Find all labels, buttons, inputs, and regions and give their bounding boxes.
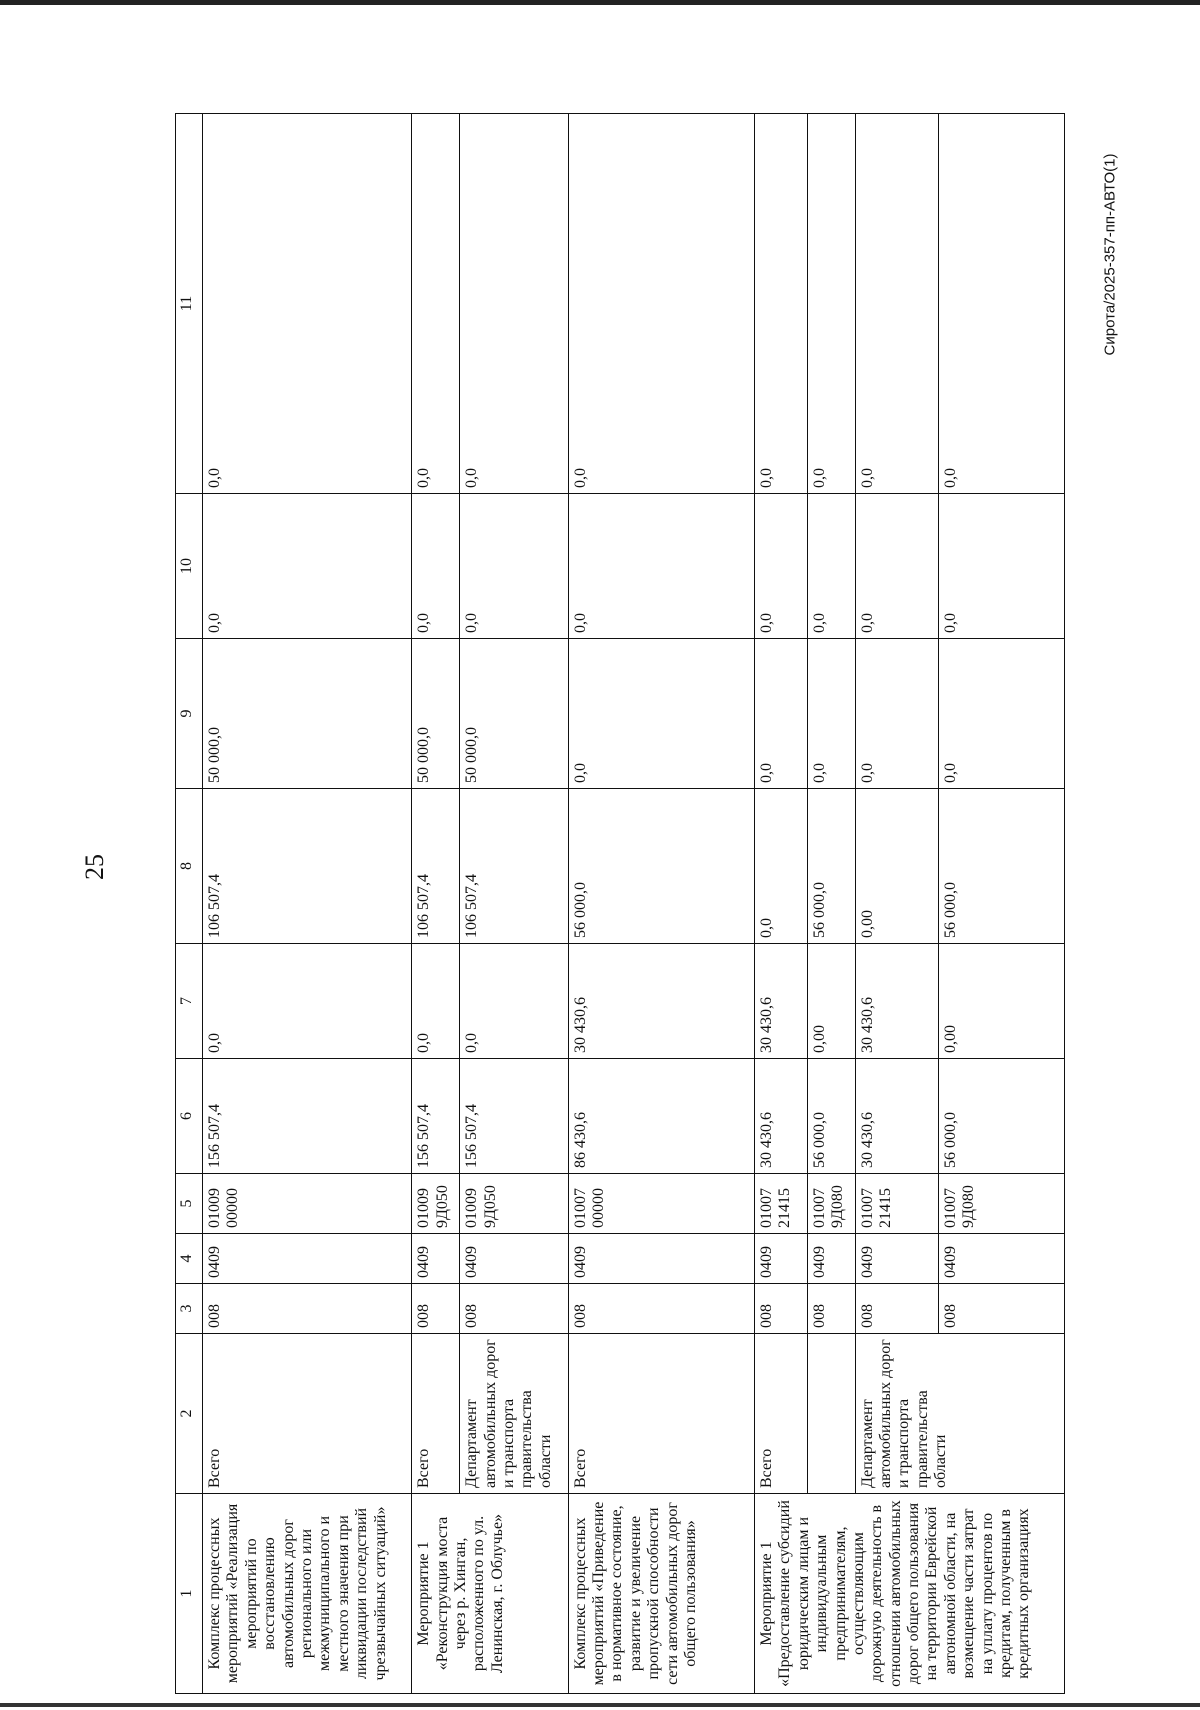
activity-name-cell: Мероприятие 1 «Реконструкция моста через р. Хинган, расположенного по ул. Ленинская, г. Облучье» bbox=[412, 1494, 568, 1694]
amount-cell: 30 430,6 bbox=[855, 944, 938, 1059]
section-code-cell: 0409 bbox=[807, 1234, 855, 1284]
amount-cell: 86 430,6 bbox=[568, 1059, 754, 1174]
section-code-cell: 0409 bbox=[938, 1234, 1064, 1284]
table-row bbox=[412, 114, 460, 1694]
amount-cell: 106 507,4 bbox=[203, 789, 412, 944]
amount-cell: 0,0 bbox=[754, 639, 807, 789]
header-cell: 3 bbox=[176, 1284, 203, 1334]
amount-cell: 0,0 bbox=[754, 114, 807, 494]
table-row bbox=[460, 114, 568, 1694]
header-cell: 6 bbox=[176, 1059, 203, 1174]
target-code-cell: 01007 9Д080 bbox=[938, 1174, 1064, 1234]
header-cell: 1 bbox=[176, 1494, 203, 1694]
header-cell: 11 bbox=[176, 114, 203, 494]
amount-cell: 0,0 bbox=[855, 114, 938, 494]
amount-cell: 156 507,4 bbox=[203, 1059, 412, 1174]
document-code: Сирота/2025-357-пп-АВТО(1) bbox=[1101, 153, 1119, 356]
section-code-cell: 0409 bbox=[203, 1234, 412, 1284]
page-number: 25 bbox=[80, 854, 109, 880]
executor-cell: Департамент автомобильных дорог и транспорта правительства области bbox=[460, 1334, 568, 1494]
header-cell: 4 bbox=[176, 1234, 203, 1284]
executor-cell: Департамент автомобильных дорог и транспорта правительства области bbox=[855, 1334, 1065, 1494]
section-code-cell: 0409 bbox=[754, 1234, 807, 1284]
amount-cell: 0,0 bbox=[203, 494, 412, 639]
activity-name-cell: Комплекс процессных мероприятий «Реализация мероприятий по восстановлению автомобильных дорог регионального или межмуниципального и местного значения при ликвидации последствий чрезвычайных ситуаций» bbox=[203, 1494, 412, 1694]
executor-cell: Всего bbox=[754, 1334, 807, 1494]
amount-cell: 0,0 bbox=[460, 114, 568, 494]
grbs-code-cell: 008 bbox=[855, 1284, 938, 1334]
amount-cell: 0,00 bbox=[855, 789, 938, 944]
table-row bbox=[855, 114, 938, 1694]
budget-table-container bbox=[175, 114, 1065, 1694]
section-code-cell: 0409 bbox=[460, 1234, 568, 1284]
section-code-cell: 0409 bbox=[412, 1234, 460, 1284]
amount-cell: 50 000,0 bbox=[460, 639, 568, 789]
amount-cell: 56 000,0 bbox=[807, 1059, 855, 1174]
amount-cell: 0,0 bbox=[754, 494, 807, 639]
target-code-cell: 01007 21415 bbox=[855, 1174, 938, 1234]
amount-cell: 0,0 bbox=[568, 639, 754, 789]
amount-cell: 156 507,4 bbox=[460, 1059, 568, 1174]
amount-cell: 0,0 bbox=[203, 114, 412, 494]
table-row bbox=[754, 114, 807, 1694]
grbs-code-cell: 008 bbox=[460, 1284, 568, 1334]
executor-cell: Всего bbox=[203, 1334, 412, 1494]
amount-cell: 0,0 bbox=[412, 494, 460, 639]
amount-cell: 106 507,4 bbox=[412, 789, 460, 944]
header-cell: 5 bbox=[176, 1174, 203, 1234]
grbs-code-cell: 008 bbox=[754, 1284, 807, 1334]
target-code-cell: 01007 21415 bbox=[754, 1174, 807, 1234]
amount-cell: 0,0 bbox=[754, 789, 807, 944]
scan-edge-top bbox=[0, 0, 1200, 5]
target-code-cell: 01009 9Д050 bbox=[412, 1174, 460, 1234]
grbs-code-cell: 008 bbox=[412, 1284, 460, 1334]
executor-cell: Всего bbox=[412, 1334, 460, 1494]
target-code-cell: 01007 00000 bbox=[568, 1174, 754, 1234]
header-cell: 9 bbox=[176, 639, 203, 789]
amount-cell: 0,0 bbox=[938, 639, 1064, 789]
header-cell: 2 bbox=[176, 1334, 203, 1494]
section-code-cell: 0409 bbox=[855, 1234, 938, 1284]
grbs-code-cell: 008 bbox=[938, 1284, 1064, 1334]
scan-edge-bottom bbox=[0, 1703, 1200, 1707]
table-row bbox=[568, 114, 754, 1694]
header-cell: 7 bbox=[176, 944, 203, 1059]
executor-cell: Всего bbox=[568, 1334, 754, 1494]
amount-cell: 0,00 bbox=[938, 944, 1064, 1059]
grbs-code-cell: 008 bbox=[568, 1284, 754, 1334]
amount-cell: 30 430,6 bbox=[754, 1059, 807, 1174]
amount-cell: 0,0 bbox=[568, 114, 754, 494]
amount-cell: 50 000,0 bbox=[412, 639, 460, 789]
activity-name-cell: Мероприятие 1 «Предоставление субсидий юридическим лицам и индивидуальным предпринимателям, осуществляющим дорожную деятельность в отношении автомобильных дорог общего пользования на территории Еврейской автономной области, на возмещение части затрат на уплату процентов по кредитам, полученным в кредитных организациях bbox=[754, 1494, 1064, 1694]
amount-cell: 0,0 bbox=[460, 494, 568, 639]
amount-cell: 106 507,4 bbox=[460, 789, 568, 944]
activity-name-cell: Комплекс процессных мероприятий «Приведение в нормативное состояние, развитие и увеличение пропускной способности сети автомобильных дорог общего пользования» bbox=[568, 1494, 754, 1694]
table-row bbox=[203, 114, 412, 1694]
amount-cell: 0,0 bbox=[938, 114, 1064, 494]
amount-cell: 30 430,6 bbox=[568, 944, 754, 1059]
amount-cell: 0,0 bbox=[412, 944, 460, 1059]
grbs-code-cell: 008 bbox=[203, 1284, 412, 1334]
amount-cell: 50 000,0 bbox=[203, 639, 412, 789]
header-cell: 8 bbox=[176, 789, 203, 944]
target-code-cell: 01009 00000 bbox=[203, 1174, 412, 1234]
amount-cell: 0,0 bbox=[938, 494, 1064, 639]
amount-cell: 0,0 bbox=[203, 944, 412, 1059]
amount-cell: 56 000,0 bbox=[938, 1059, 1064, 1174]
budget-table bbox=[175, 113, 1065, 1694]
amount-cell: 56 000,0 bbox=[807, 789, 855, 944]
table-row bbox=[807, 114, 855, 1694]
amount-cell: 0,0 bbox=[807, 114, 855, 494]
amount-cell: 0,0 bbox=[855, 494, 938, 639]
header-row bbox=[176, 114, 203, 1694]
header-cell: 10 bbox=[176, 494, 203, 639]
grbs-code-cell: 008 bbox=[807, 1284, 855, 1334]
amount-cell: 56 000,0 bbox=[938, 789, 1064, 944]
amount-cell: 0,0 bbox=[460, 944, 568, 1059]
amount-cell: 156 507,4 bbox=[412, 1059, 460, 1174]
amount-cell: 30 430,6 bbox=[855, 1059, 938, 1174]
amount-cell: 0,0 bbox=[412, 114, 460, 494]
amount-cell: 0,0 bbox=[807, 639, 855, 789]
amount-cell: 30 430,6 bbox=[754, 944, 807, 1059]
amount-cell: 0,0 bbox=[807, 494, 855, 639]
section-code-cell: 0409 bbox=[568, 1234, 754, 1284]
amount-cell: 0,0 bbox=[568, 494, 754, 639]
target-code-cell: 01009 9Д050 bbox=[460, 1174, 568, 1234]
amount-cell: 0,00 bbox=[807, 944, 855, 1059]
amount-cell: 56 000,0 bbox=[568, 789, 754, 944]
amount-cell: 0,0 bbox=[855, 639, 938, 789]
executor-cell bbox=[807, 1334, 855, 1494]
target-code-cell: 01007 9Д080 bbox=[807, 1174, 855, 1234]
